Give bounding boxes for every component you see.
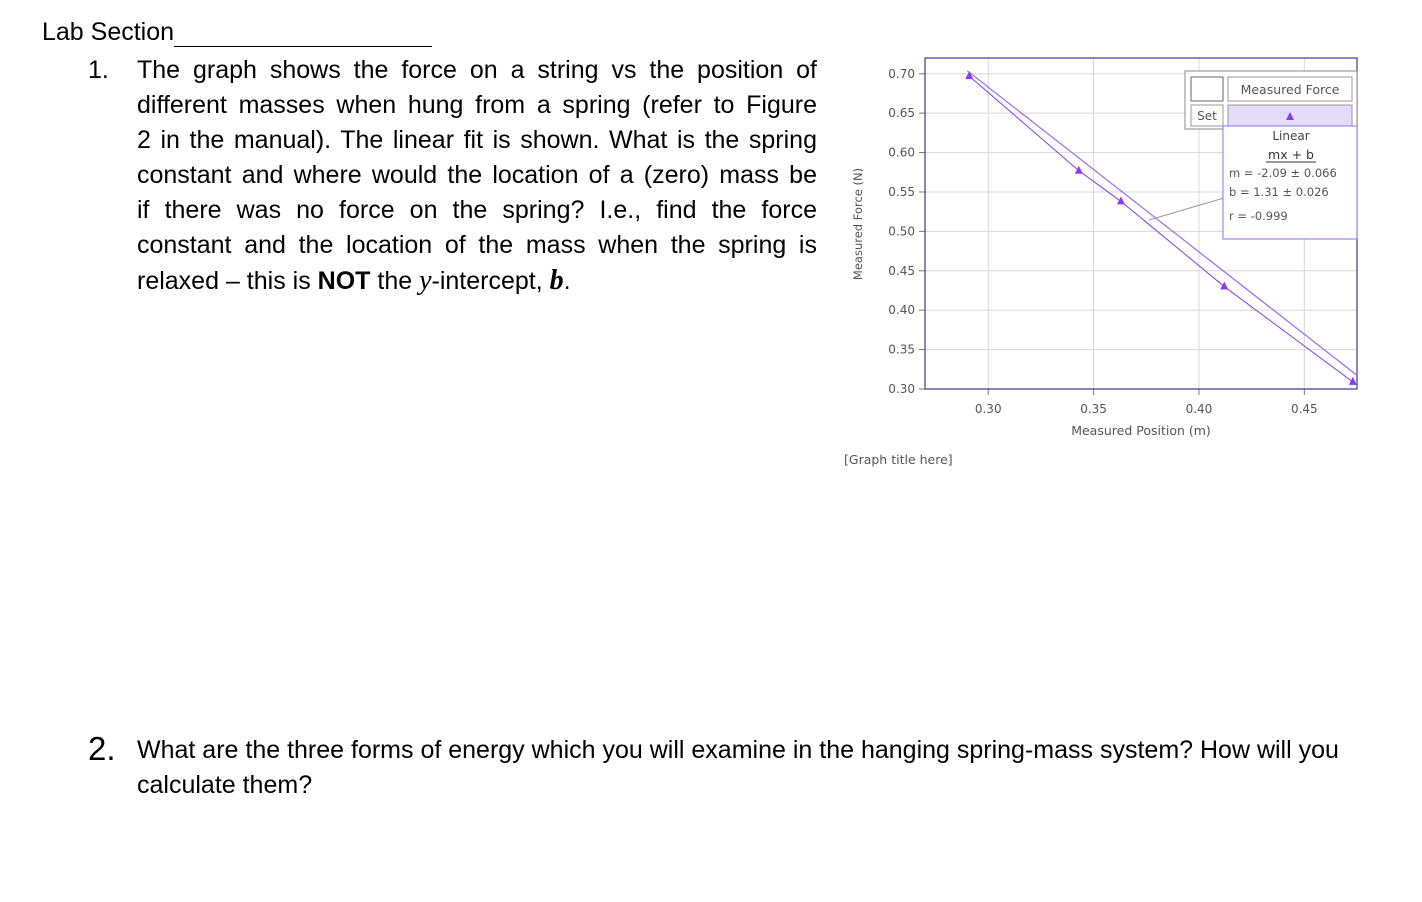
- y-tick-label: 0.40: [888, 303, 915, 318]
- legend-swatch[interactable]: [1191, 77, 1223, 101]
- question-1-line: different masses when hung from a spring (refer to Figure: [137, 91, 817, 119]
- y-tick-label: 0.45: [888, 263, 915, 278]
- fit-annotation: [1149, 126, 1357, 239]
- y-tick-label: 0.55: [888, 184, 915, 199]
- x-tick-label: 0.35: [1080, 402, 1107, 416]
- last-line-bold: NOT: [317, 267, 371, 295]
- question-2-text: What are the three forms of energy which you will examine in the hanging spring-mass system? How will you calculate them?: [137, 736, 1339, 799]
- chart-svg: [838, 50, 1378, 480]
- lab-section-field: [42, 18, 432, 47]
- question-1-line: constant and the location of the mass when the spring is: [137, 231, 817, 259]
- x-axis-label: Measured Position (m): [1071, 423, 1211, 438]
- question-2-number: 2.: [88, 730, 116, 767]
- fit-name: Linear: [1272, 129, 1310, 143]
- data-point[interactable]: [1075, 166, 1083, 174]
- y-tick-label: 0.60: [888, 145, 915, 160]
- question-1-text: [137, 53, 817, 299]
- last-line-b: b: [549, 265, 564, 296]
- lab-section-label: Lab Section: [42, 18, 175, 46]
- legend-label: Measured Force: [1240, 82, 1340, 97]
- data-point[interactable]: [1349, 377, 1357, 385]
- force-position-graph: [838, 50, 1378, 480]
- question-1-line: constant and where would the location of a (zero) mass be: [137, 161, 817, 189]
- fit-equation: mx + b: [1268, 147, 1314, 162]
- question-1-line: 2 in the manual). The linear fit is shown. What is the spring: [137, 126, 817, 154]
- fit-m: m = -2.09 ± 0.066: [1229, 166, 1337, 180]
- x-tick-label: 0.30: [974, 402, 1002, 416]
- question-1-last-line: [137, 263, 817, 299]
- last-line-mid: the: [370, 267, 420, 295]
- y-tick-label: 0.50: [888, 224, 915, 239]
- question-1-line: if there was no force on the spring? I.e., find the force: [137, 196, 817, 224]
- fit-r: r = -0.999: [1229, 209, 1288, 223]
- x-tick-label: 0.40: [1185, 402, 1213, 416]
- y-tick-label: 0.70: [888, 66, 915, 81]
- y-tick-label: 0.65: [888, 106, 915, 121]
- last-line-mid2: -intercept,: [431, 267, 550, 295]
- graph-caption: [Graph title here]: [844, 452, 953, 467]
- y-tick-label: 0.30: [888, 382, 915, 396]
- y-axis-label: Measured Force (N): [851, 167, 865, 281]
- last-line-y: y: [419, 265, 432, 296]
- fit-b: b = 1.31 ± 0.026: [1229, 185, 1329, 199]
- annotation-leader: [1149, 198, 1224, 220]
- data-point[interactable]: [1220, 282, 1228, 290]
- y-tick-label: 0.35: [888, 342, 915, 357]
- question-1-line: The graph shows the force on a string vs the position of: [137, 56, 817, 84]
- legend: [1185, 71, 1357, 129]
- lab-section-blank[interactable]: [174, 22, 432, 47]
- last-line-start: relaxed – this is: [137, 267, 318, 295]
- question-1-number: 1.: [88, 56, 109, 84]
- set-button-label: Set: [1197, 109, 1217, 123]
- last-line-end: .: [563, 267, 571, 295]
- data-point[interactable]: [1117, 196, 1125, 204]
- x-tick-label: 0.45: [1290, 402, 1318, 416]
